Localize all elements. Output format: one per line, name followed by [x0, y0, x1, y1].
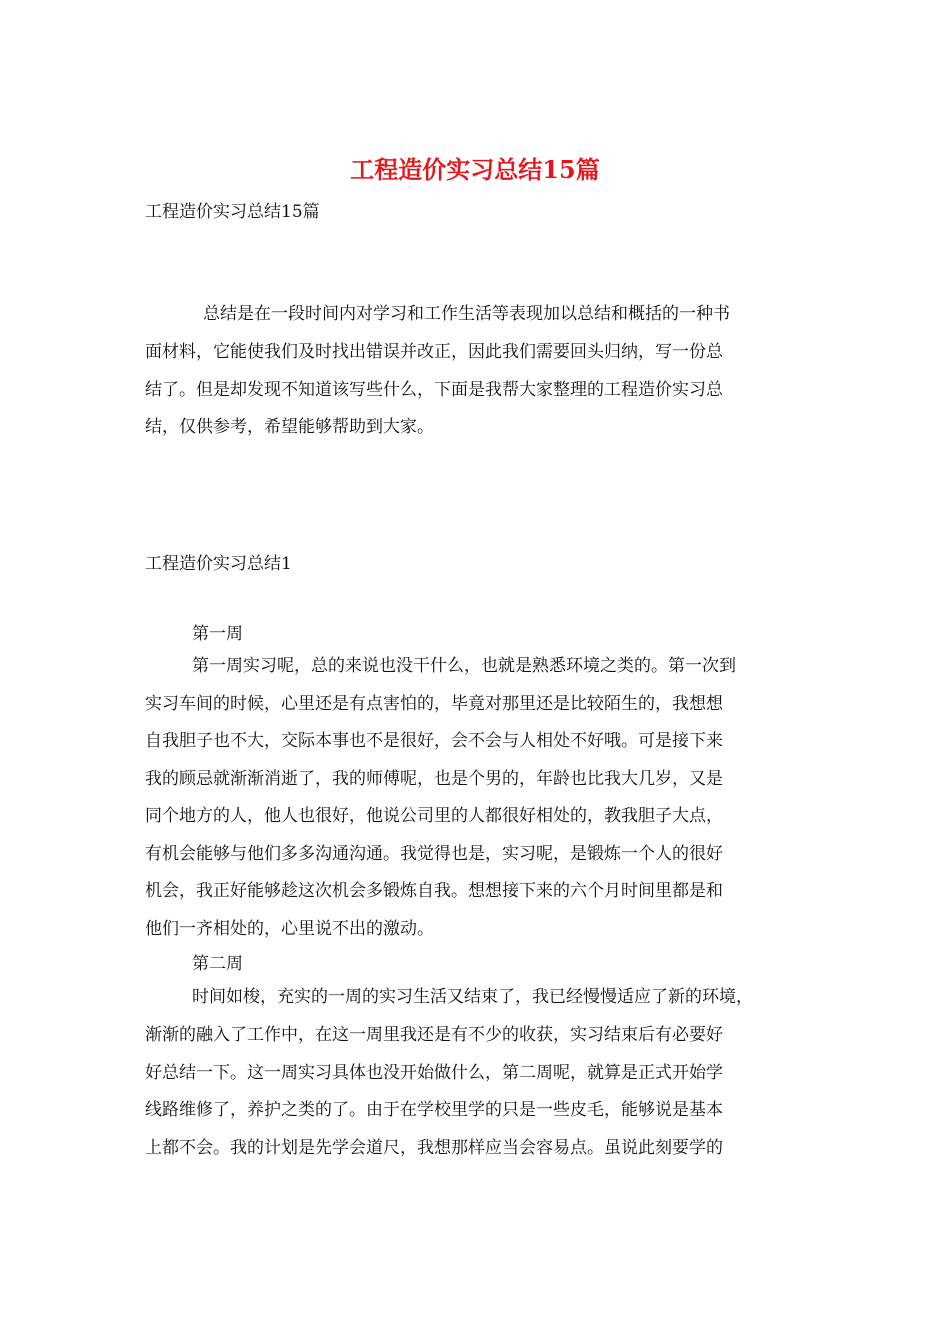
- week2-line: 上都不会。我的计划是先学会道尺，我想那样应当会容易点。虽说此刻要学的: [145, 1138, 723, 1158]
- week2-heading: 第二周: [192, 954, 243, 974]
- intro-line: 面材料，它能使我们及时找出错误并改正，因此我们需要回头归纳，写一份总: [145, 342, 723, 362]
- week2-line: 好总结一下。这一周实习具体也没开始做什么，第二周呢，就算是正式开始学: [145, 1063, 723, 1083]
- intro-line: 结了。但是却发现不知道该写些什么，下面是我帮大家整理的工程造价实习总: [145, 380, 723, 400]
- document-subtitle: 工程造价实习总结15篇: [145, 202, 320, 222]
- week1-line: 我的顾忌就渐渐消逝了，我的师傅呢，也是个男的，年龄也比我大几岁，又是: [145, 769, 723, 789]
- section-heading: 工程造价实习总结1: [145, 554, 292, 574]
- document-title: 工程造价实习总结15篇: [350, 155, 600, 184]
- week1-line: 机会，我正好能够趁这次机会多锻炼自我。想想接下来的六个月时间里都是和: [145, 881, 723, 901]
- week2-line: 渐渐的融入了工作中，在这一周里我还是有不少的收获，实习结束后有必要好: [145, 1025, 723, 1045]
- week1-line: 第一周实习呢，总的来说也没干什么，也就是熟悉环境之类的。第一次到: [192, 656, 736, 676]
- week1-line: 有机会能够与他们多多沟通沟通。我觉得也是，实习呢，是锻炼一个人的很好: [145, 844, 723, 864]
- intro-line: 结，仅供参考，希望能够帮助到大家。: [145, 417, 434, 437]
- week2-line: 时间如梭，充实的一周的实习生活又结束了，我已经慢慢适应了新的环境，: [192, 987, 753, 1007]
- week1-heading: 第一周: [192, 624, 243, 644]
- week1-line: 实习车间的时候，心里还是有点害怕的，毕竟对那里还是比较陌生的，我想想: [145, 694, 723, 714]
- week1-line: 他们一齐相处的，心里说不出的激动。: [145, 919, 434, 939]
- week1-line: 同个地方的人，他人也很好，他说公司里的人都很好相处的，教我胆子大点，: [145, 806, 723, 826]
- intro-line: 总结是在一段时间内对学习和工作生活等表现加以总结和概括的一种书: [203, 304, 730, 324]
- week1-line: 自我胆子也不大，交际本事也不是很好，会不会与人相处不好哦。可是接下来: [145, 731, 723, 751]
- week2-line: 线路维修了，养护之类的了。由于在学校里学的只是一些皮毛，能够说是基本: [145, 1100, 723, 1120]
